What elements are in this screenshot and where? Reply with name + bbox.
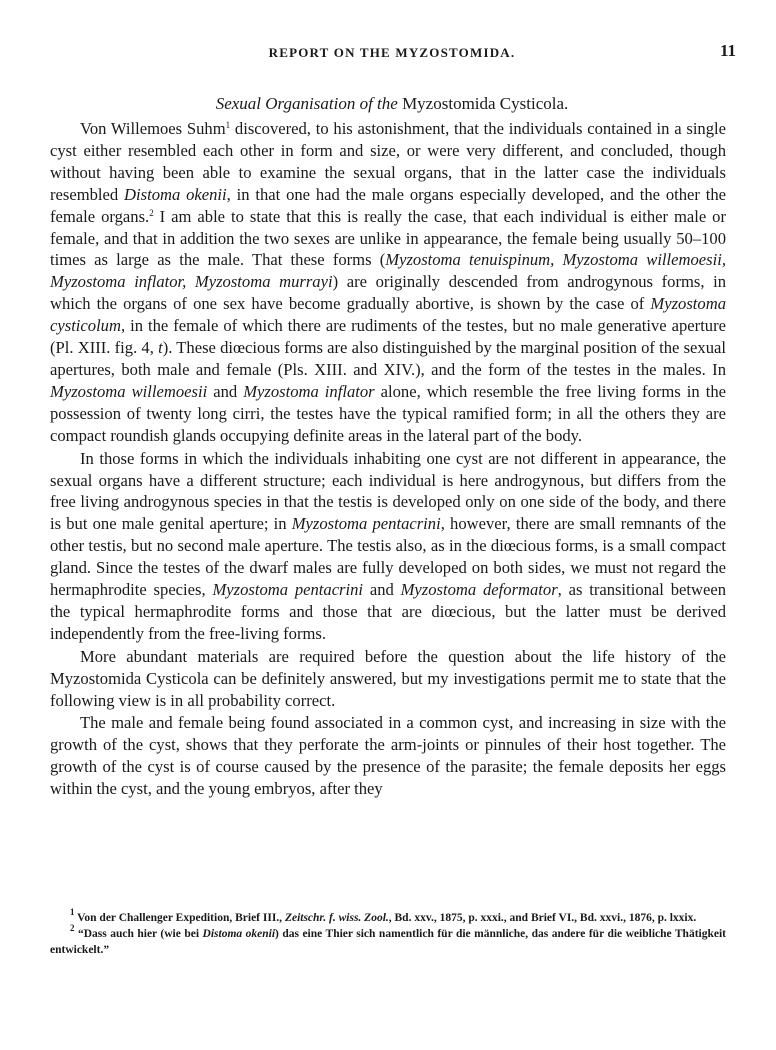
text-run: ) das eine Thier sich namentlich für die männliche, das andere für die weibliche Thätigkeit entwickelt.”	[50, 928, 727, 956]
italic-text: Myzostoma pentacrini	[212, 580, 364, 600]
text-run: , as transitional between the typical hermaphrodite forms and those that are diœcious, but the latter must be derived independently from the free-living forms.	[50, 580, 726, 643]
text-run: ). These diœcious forms are also distinguished by the marginal position of the sexual apertures, both male and female (Pls. XIII. and XIV.), and the form of the testes in the males. In	[50, 338, 726, 379]
italic-text: t	[158, 338, 163, 358]
italic-text: Myzostoma pentacrini	[291, 514, 441, 534]
text-run: and	[363, 580, 401, 600]
footnote-marker: 2	[149, 207, 154, 218]
italic-text: Myzostoma willemoesii	[50, 381, 208, 401]
text-run: In those forms in which the individuals inhabiting one cyst are not different in appearance, the sexual organs have a different structure; each individual is here androgynous, but differs from the free living androgynous species in that the testis is developed only on one side of the body, and there is but one male genital aperture; in	[50, 448, 726, 534]
italic-text: Myzostoma inflator	[243, 381, 375, 401]
section-title	[48, 94, 736, 114]
footnote-marker: 1	[70, 907, 75, 917]
running-head-title: REPORT ON THE MYZOSTOMIDA.	[268, 45, 516, 60]
text-run: Von Willemoes Suhm	[80, 119, 226, 138]
italic-text: Zeitschr. f. wiss. Zool.	[284, 912, 389, 924]
text-run: , however, there are small remnants of the other testis, but no second male aperture. The testis also, as in the diœcious forms, is a small compact gland. Since the testes of the dwarf males are fully developed on both sides, we must not regard the hermaphrodite species,	[50, 514, 726, 600]
italic-text: Myzostoma tenuispinum, Myzostoma willemoesii, Myzostoma inflator, Myzostoma murrayi	[50, 250, 726, 292]
footnote-marker: 1	[225, 120, 231, 130]
page-number: 11	[719, 41, 736, 60]
text-run: alone, which resemble the free living forms in the possession of twenty long cirri, the testes have the typical ramified form; in all the others they are compact roundish glands occupying definite areas in the lateral part of the body.	[50, 381, 726, 445]
italic-text: Myzostoma cysticolum	[50, 294, 726, 336]
paragraph	[50, 448, 726, 645]
footnote	[50, 907, 726, 926]
text-run: ) are originally descended from androgynous forms, in which the organs of one sex have become gradually abortive, is shown by the case of	[50, 272, 726, 314]
italic-text: Distoma okenii	[202, 928, 276, 940]
running-head	[48, 40, 736, 66]
paragraph	[50, 712, 726, 800]
text-run: Von der Challenger Expedition, Brief III.,	[74, 912, 285, 924]
paragraph	[50, 118, 726, 447]
text-run: discovered, to his astonishment, that the individuals contained in a single cyst either resembled each other in form and size, or were very different, and concluded, though without having been able to examine the sexual organs, that in the latter case the individuals resembled	[50, 119, 726, 204]
text-run: , in the female of which there are rudiments of the testes, but no male generative aperture (Pl. XIII. fig. 4,	[50, 316, 726, 358]
text-run: The male and female being found associated in a common cyst, and increasing in size with the growth of the cyst, shows that they perforate the arm-joints or pinnules of their host together. The growth of the cyst is of course caused by the presence of the parasite; the female deposits her eggs within the cyst, and the young embryos, after they	[50, 713, 726, 799]
italic-text: Myzostoma deformator	[400, 580, 558, 600]
italic-text: Distoma okenii	[124, 184, 227, 204]
text-run: and	[207, 381, 244, 401]
section-title-roman: Myzostomida Cysticola.	[402, 94, 569, 113]
text-run: More abundant materials are required before the question about the life history of the Myzostomida Cysticola can be definitely answered, but my investigations permit me to state that the following view is in all probability correct.	[50, 646, 726, 710]
text-run: , Bd. xxv., 1875, p. xxxi., and Brief VI., Bd. xxvi., 1876, p. lxxix.	[388, 912, 697, 924]
text-run: “Dass auch hier (wie bei	[74, 928, 203, 940]
body-text	[50, 118, 726, 800]
footnote-marker: 2	[70, 923, 75, 933]
text-run: I am able to state that this is really the case, that each individual is either male or female, and that in addition the two sexes are unlike in appearance, the female being usually 50–100 times as large as the male. That these forms (	[50, 206, 727, 270]
footnotes	[50, 907, 727, 958]
section-title-italic: Sexual Organisation of the	[215, 94, 398, 113]
paragraph	[50, 646, 726, 712]
footnote	[50, 923, 727, 958]
text-run: , in that one had the male organs especially developed, and the other the female organs.	[50, 184, 727, 226]
